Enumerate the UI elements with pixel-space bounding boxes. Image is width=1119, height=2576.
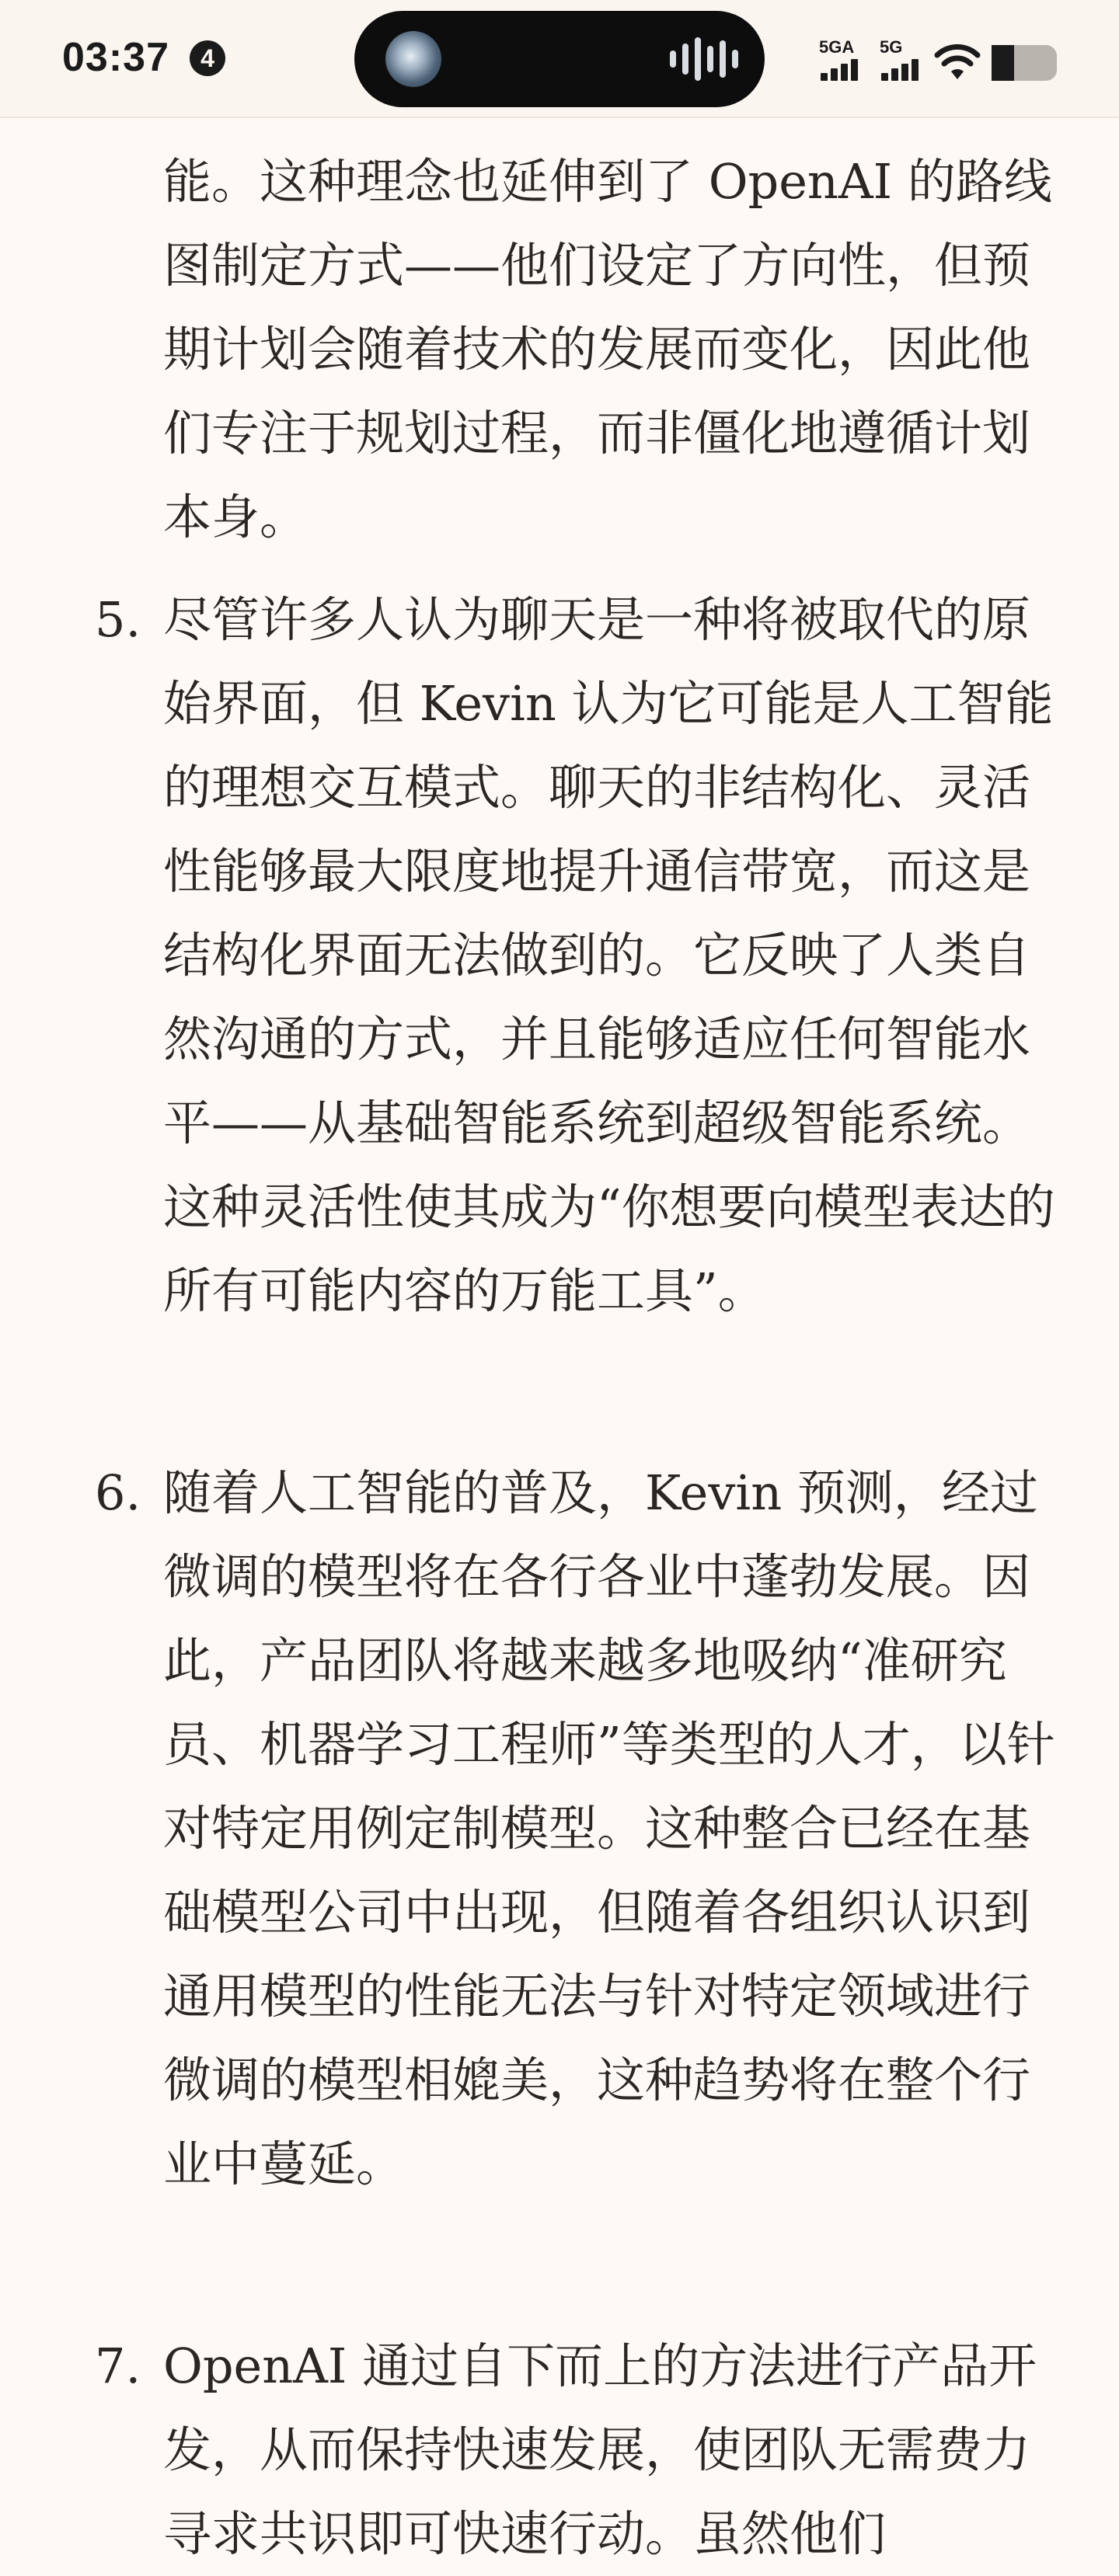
- list-item-text: 随着人工智能的普及，Kevin 预测，经过微调的模型将在各行各业中蓬勃发展。因此，产品团队将越来越多地吸纳“准研究员、机器学习工程师”等类型的人才，以针对特定用例定制模型。这种整合已经在基础模型公司中出现，但随着各组织认识到通用模型的性能无法与针对特定领域进行微调的模型相媲美，这种趋势将在整个行业中蔓延。: [163, 1464, 1055, 2192]
- dynamic-island[interactable]: [354, 11, 765, 107]
- list-item-text: 尽管许多人认为聊天是一种将被取代的原始界面，但 Kevin 认为它可能是人工智能的理想交互模式。聊天的非结构化、灵活性能够最大限度地提升通信带宽，而这是结构化界面无法做到的。它反映了人类自然沟通的方式，并且能够适应任何智能水平——从基础智能系统到超级智能系统。这种灵活性使其成为“你想要向模型表达的所有可能内容的万能工具”。: [163, 591, 1055, 1319]
- signal-label-5ga: 5GA: [819, 37, 855, 57]
- signal-icon: [880, 39, 923, 81]
- signal-icon: [819, 39, 869, 81]
- status-bar: [0, 0, 1119, 118]
- list-item-number: 6.: [95, 1464, 141, 1521]
- battery-icon: [992, 45, 1057, 81]
- media-thumbnail-icon: [385, 31, 441, 87]
- list-item-4-tail: 能。这种理念也延伸到了 OpenAI 的路线图制定方式——他们设定了方向性，但预期计划会随着技术的发展而变化，因此他们专注于规划过程，而非僵化地遵循计划本身。: [163, 153, 1052, 545]
- list-item-number: 5.: [95, 591, 141, 648]
- audio-wave-icon: [670, 37, 738, 81]
- article-body: [0, 118, 1119, 2562]
- battery-level-fill: [992, 45, 1014, 81]
- list-item-text: OpenAI 通过自下而上的方法进行产品开发，从而保持快速发展，使团队无需费力寻求共识即可快速行动。虽然他们: [163, 2338, 1037, 2562]
- status-indicators: [819, 34, 1057, 81]
- status-time: 03:37: [62, 35, 169, 80]
- wifi-icon: [934, 40, 981, 81]
- signal-label-5g: 5G: [880, 37, 903, 57]
- list-item-number: 7.: [95, 2338, 141, 2394]
- notification-count-badge: 4: [190, 40, 225, 76]
